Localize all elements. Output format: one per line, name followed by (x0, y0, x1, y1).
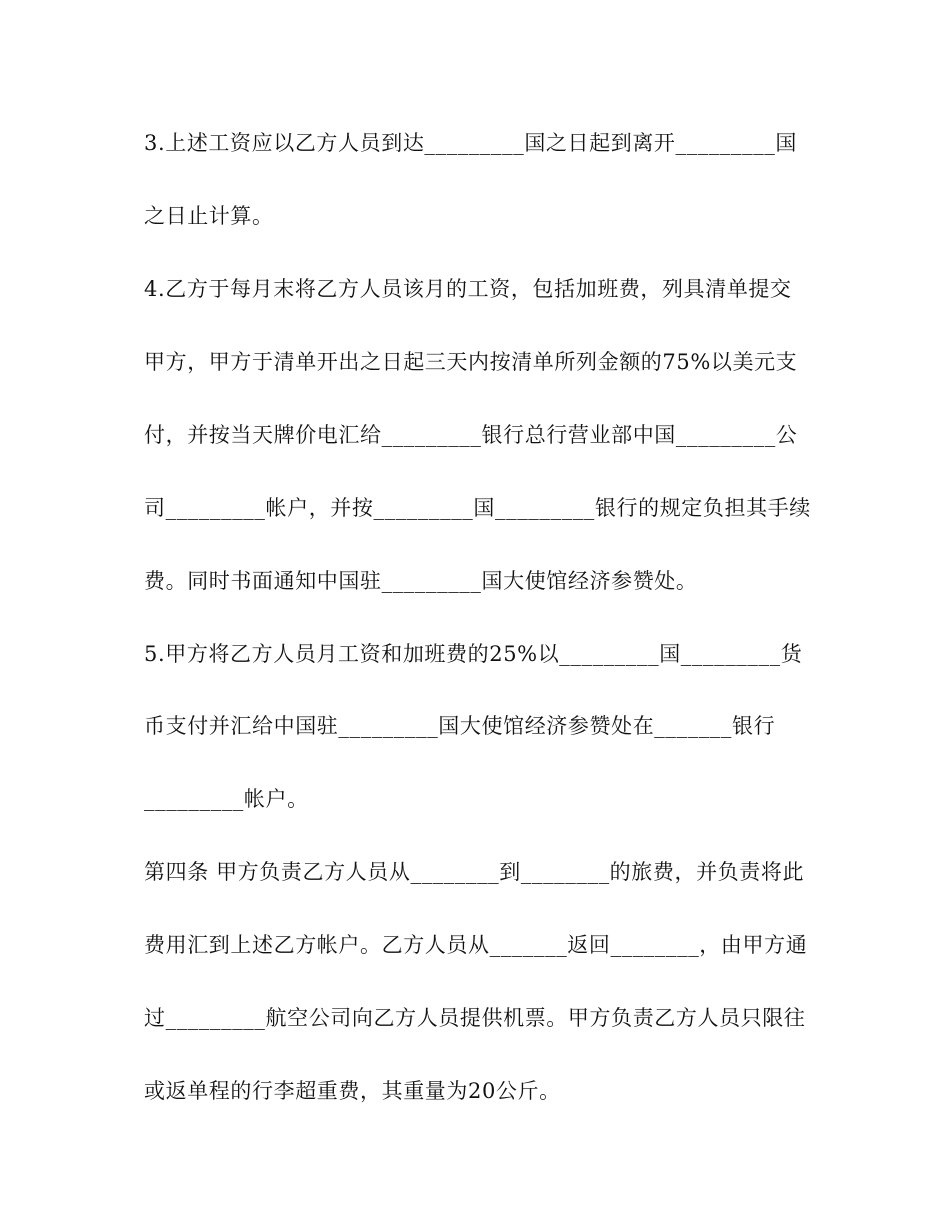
text-line: 第四条 甲方负责乙方人员从________到________的旅费，并负责将此 (144, 860, 805, 884)
text-line: 3.上述工资应以乙方人员到达_________国之日起到离开_________国 (144, 131, 798, 155)
text-line: 付，并按当天牌价电汇给_________银行总行营业部中国_________公 (144, 423, 798, 447)
text-line: 司_________帐户，并按_________国_________银行的规定负担其手续 (144, 496, 811, 520)
text-line: 甲方，甲方于清单开出之日起三天内按清单所列金额的75%以美元支 (144, 350, 798, 374)
text-line: _________帐户。 (144, 787, 309, 811)
text-line: 费。同时书面通知中国驻_________国大使馆经济参赞处。 (144, 569, 698, 593)
text-line: 费用汇到上述乙方帐户。乙方人员从_______返回________，由甲方通 (144, 933, 808, 957)
text-line: 过_________航空公司向乙方人员提供机票。甲方负责乙方人员只限往 (144, 1006, 806, 1030)
text-line: 5.甲方将乙方人员月工资和加班费的25%以_________国_________货 (144, 642, 803, 666)
text-line: 之日止计算。 (144, 204, 274, 228)
text-line: 4.乙方于每月末将乙方人员该月的工资，包括加班费，列具清单提交 (144, 277, 792, 301)
text-line: 或返单程的行李超重费，其重量为20公斤。 (144, 1079, 561, 1103)
text-line: 币支付并汇给中国驻_________国大使馆经济参赞处在_______银行 (144, 714, 776, 738)
